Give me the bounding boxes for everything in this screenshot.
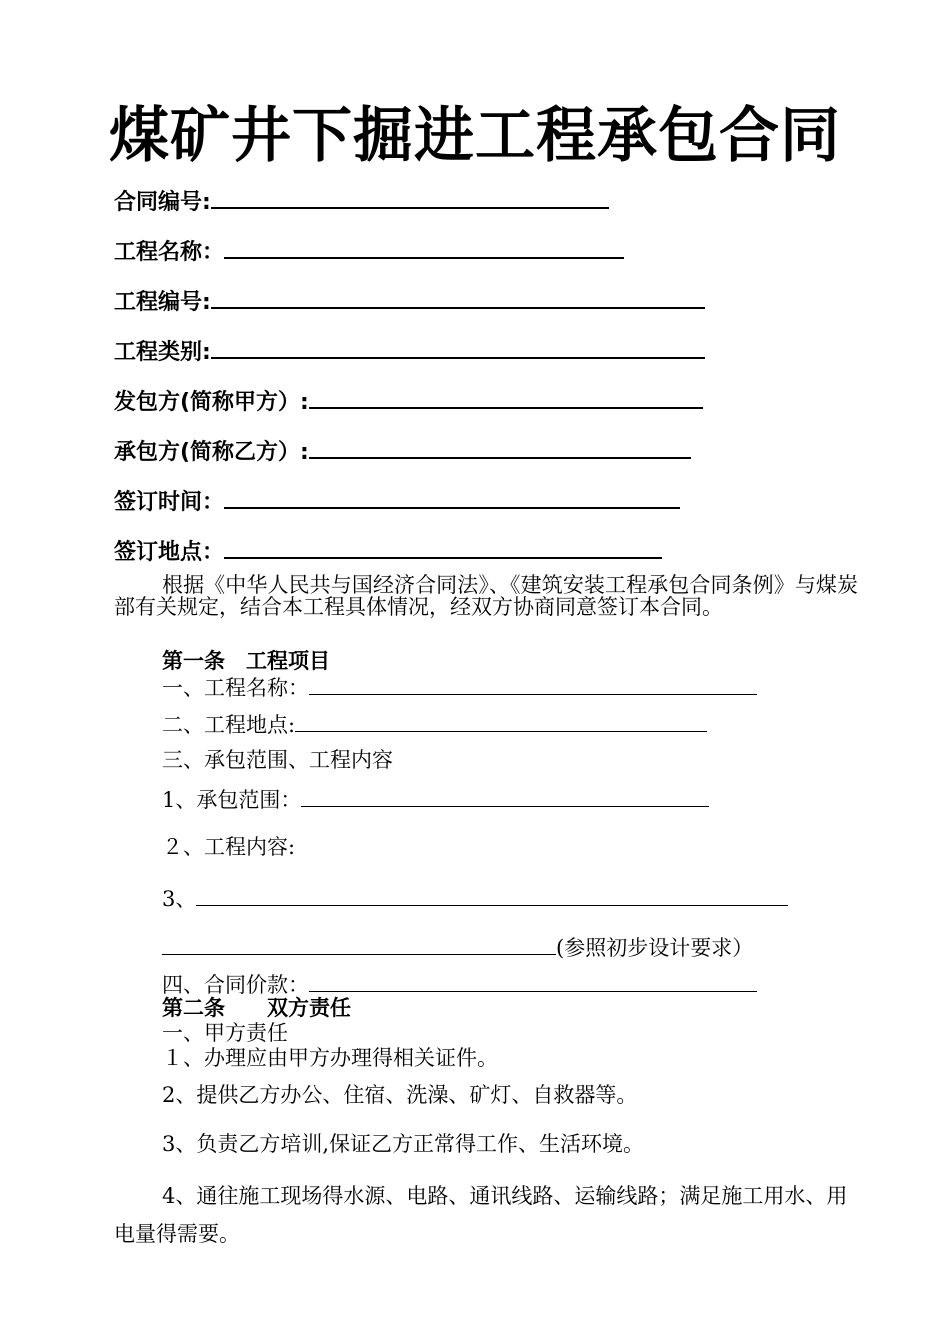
design-blank[interactable] bbox=[162, 934, 556, 955]
article-1-item-3: 三、承包范围、工程内容 bbox=[162, 748, 393, 772]
party-a-duties-heading: 一、甲方责任 bbox=[162, 1021, 288, 1045]
item-1-label: 一、工程名称： bbox=[162, 676, 309, 700]
article-2-heading: 第二条 双方责任 bbox=[162, 996, 351, 1020]
sign-time-field bbox=[114, 485, 680, 518]
sign-time-blank[interactable] bbox=[224, 485, 680, 509]
party-a-label: 发包方(简称甲方）: bbox=[114, 390, 309, 415]
duty-2: 2、提供乙方办公、住宿、洗澡、矿灯、自救器等。 bbox=[162, 1083, 638, 1107]
article-1-heading: 第一条 工程项目 bbox=[162, 649, 330, 673]
project-number-label: 工程编号: bbox=[114, 290, 211, 315]
article-1-sub-2: ２、工程内容: bbox=[162, 835, 296, 859]
project-number-field bbox=[114, 285, 705, 318]
article-1-sub-3 bbox=[162, 885, 788, 911]
article-1-sub-1 bbox=[162, 786, 709, 812]
article-1-item-2 bbox=[162, 711, 707, 737]
sign-time-label: 签订时间： bbox=[114, 490, 225, 515]
sub-3-label: 3、 bbox=[162, 887, 197, 911]
preamble-paragraph: 根据《中华人民共与国经济合同法》、《建筑安装工程承包合同条例》与煤炭部有关规定，结合本工程具体情况，经双方协商同意签订本合同。 bbox=[114, 573, 858, 619]
party-b-field bbox=[114, 435, 691, 468]
article-1-design-line bbox=[162, 934, 753, 960]
sign-place-blank[interactable] bbox=[224, 535, 662, 559]
duty-4: 4、通往施工现场得水源、电路、通讯线路、运输线路；满足施工用水、用电量得需要。 bbox=[114, 1184, 848, 1246]
contract-number-blank[interactable] bbox=[211, 185, 609, 209]
project-name-label: 工程名称： bbox=[114, 240, 225, 265]
duty-3: 3、负责乙方培训,保证乙方正常得工作、生活环境。 bbox=[162, 1132, 645, 1156]
document-title: 煤矿井下掘进工程承包合同 bbox=[109, 101, 841, 171]
contract-number-label: 合同编号: bbox=[114, 190, 211, 215]
article-1-item-1 bbox=[162, 674, 757, 700]
project-name-blank[interactable] bbox=[224, 235, 624, 259]
item-1-blank[interactable] bbox=[309, 674, 757, 695]
item-2-blank[interactable] bbox=[295, 711, 707, 732]
design-note: (参照初步设计要求） bbox=[556, 936, 754, 960]
duty-1: １、办理应由甲方办理得相关证件。 bbox=[162, 1046, 498, 1070]
project-type-blank[interactable] bbox=[211, 335, 705, 359]
item-2-label: 二、工程地点: bbox=[162, 713, 296, 737]
article-1-item-4 bbox=[162, 971, 757, 997]
sub-1-blank[interactable] bbox=[301, 786, 709, 807]
project-number-blank[interactable] bbox=[211, 285, 705, 309]
project-type-label: 工程类别: bbox=[114, 340, 211, 365]
item-4-label: 四、合同价款： bbox=[162, 973, 309, 997]
sub-3-blank[interactable] bbox=[196, 885, 788, 906]
sign-place-label: 签订地点： bbox=[114, 540, 225, 565]
party-b-label: 承包方(简称乙方）: bbox=[114, 440, 309, 465]
sub-1-label: 1、承包范围： bbox=[162, 788, 302, 812]
project-name-field bbox=[114, 235, 624, 268]
sign-place-field bbox=[114, 535, 662, 568]
party-a-blank[interactable] bbox=[309, 385, 703, 409]
project-type-field bbox=[114, 335, 705, 368]
party-b-blank[interactable] bbox=[309, 435, 691, 459]
contract-number-field bbox=[114, 185, 609, 218]
party-a-field bbox=[114, 385, 703, 418]
item-4-blank[interactable] bbox=[309, 971, 757, 992]
